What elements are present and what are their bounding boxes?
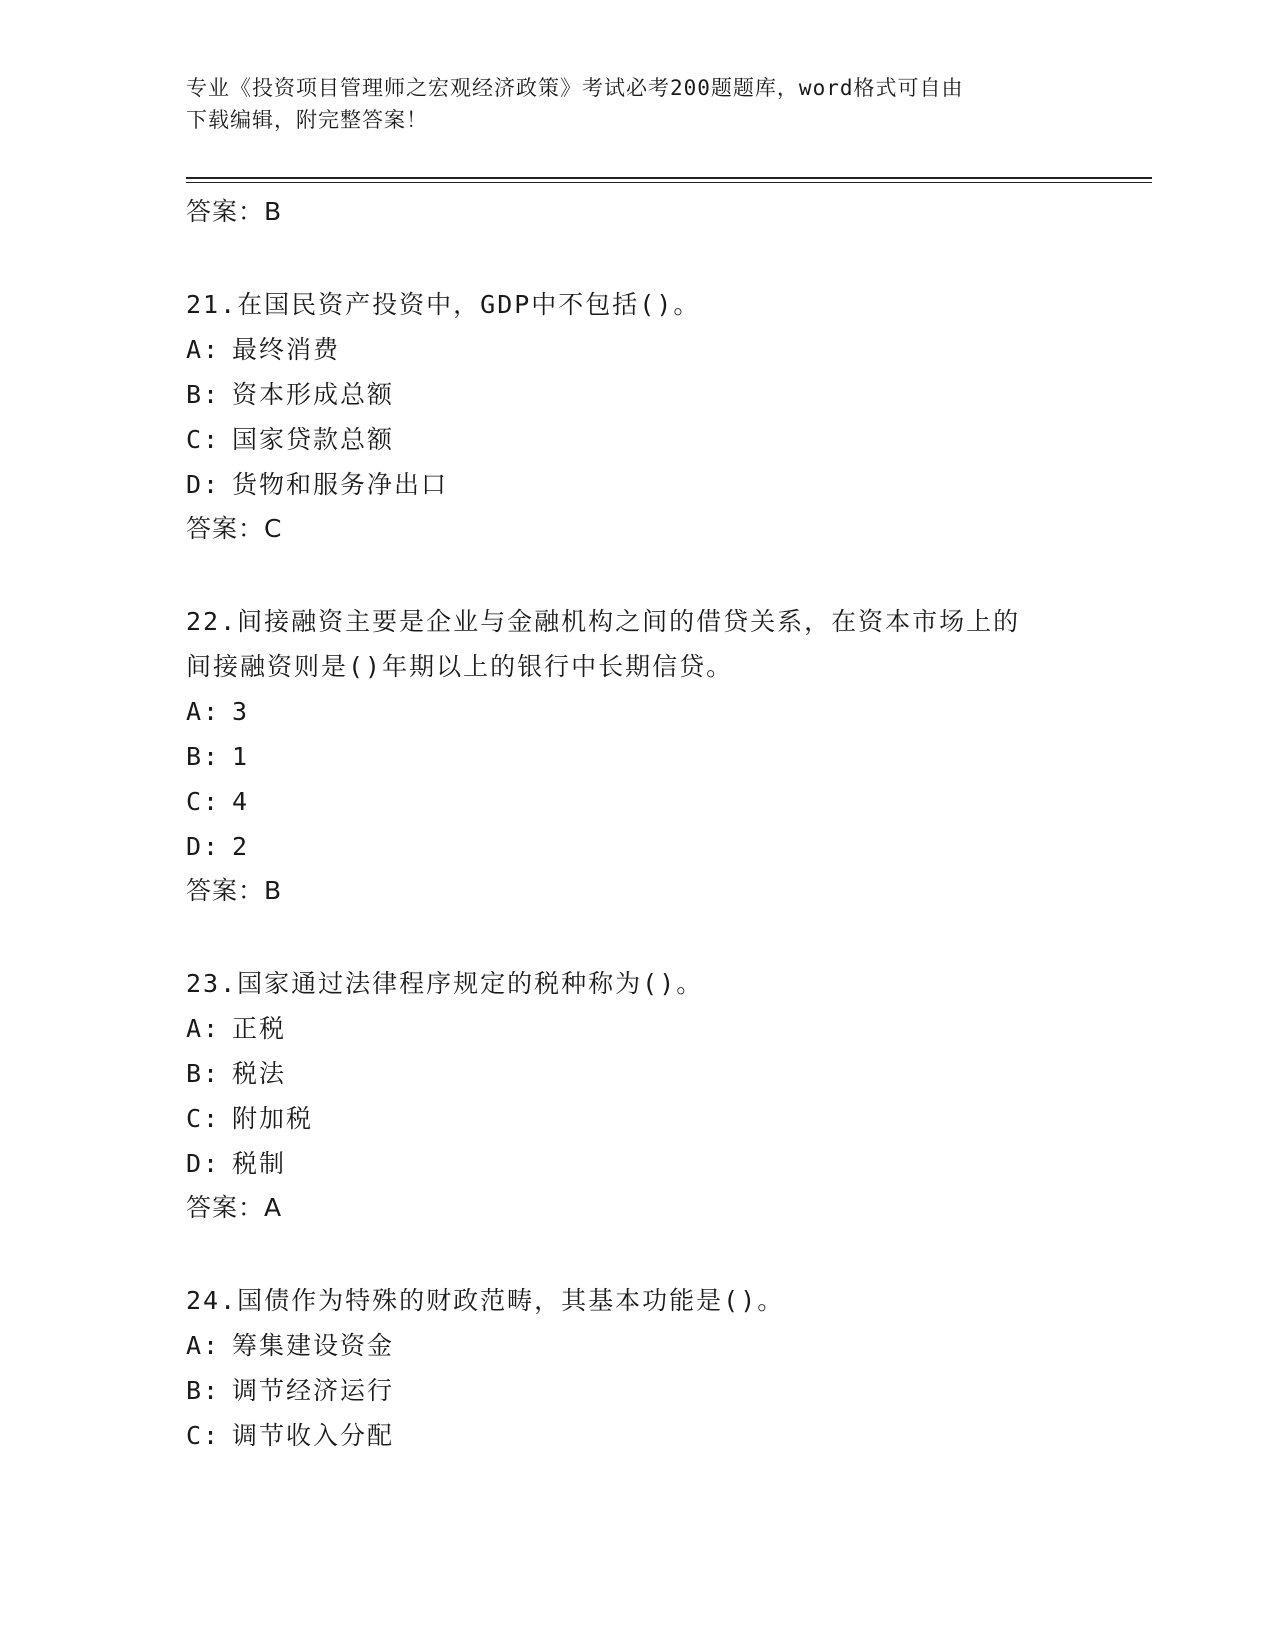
option-text: 1 bbox=[232, 742, 250, 771]
option-label: D: bbox=[186, 1149, 221, 1178]
option-label: A: bbox=[186, 335, 221, 364]
question-block-23 bbox=[186, 961, 1086, 1230]
option-a bbox=[186, 1323, 1086, 1368]
option-label: B: bbox=[186, 1059, 221, 1088]
question-line: 24.国债作为特殊的财政范畴，其基本功能是()。 bbox=[186, 1286, 785, 1315]
option-a bbox=[186, 1006, 1086, 1051]
option-text: 税制 bbox=[232, 1149, 287, 1178]
answer-line: 答案：C bbox=[186, 514, 283, 543]
header-title-line-1: 专业《投资项目管理师之宏观经济政策》考试必考200题题库，word格式可自由 bbox=[186, 76, 964, 100]
question-block-22 bbox=[186, 599, 1086, 913]
option-text: 资本形成总额 bbox=[232, 380, 395, 409]
option-text: 正税 bbox=[232, 1014, 287, 1043]
option-label: B: bbox=[186, 380, 221, 409]
option-text: 3 bbox=[232, 697, 250, 726]
option-text: 调节收入分配 bbox=[232, 1421, 395, 1450]
option-text: 附加税 bbox=[232, 1104, 314, 1133]
option-label: C: bbox=[186, 1104, 221, 1133]
option-label: D: bbox=[186, 832, 221, 861]
option-b bbox=[186, 1051, 1086, 1096]
option-d bbox=[186, 462, 1086, 507]
option-text: 2 bbox=[232, 832, 250, 861]
document-header bbox=[186, 72, 1086, 136]
option-text: 筹集建设资金 bbox=[232, 1331, 395, 1360]
question-line: 21.在国民资产投资中，GDP中不包括()。 bbox=[186, 290, 701, 319]
option-label: B: bbox=[186, 1376, 221, 1405]
option-label: C: bbox=[186, 787, 221, 816]
option-label: D: bbox=[186, 470, 221, 499]
question-block-21 bbox=[186, 282, 1086, 551]
option-c bbox=[186, 417, 1086, 462]
option-b bbox=[186, 372, 1086, 417]
header-title-line-2: 下载编辑，附完整答案！ bbox=[186, 108, 428, 132]
question-block-24 bbox=[186, 1278, 1086, 1458]
answer-line: 答案：B bbox=[186, 876, 283, 905]
option-label: A: bbox=[186, 697, 221, 726]
question-text bbox=[186, 282, 1086, 327]
option-label: A: bbox=[186, 1014, 221, 1043]
answer-line: 答案：A bbox=[186, 1193, 283, 1222]
option-label: C: bbox=[186, 425, 221, 454]
option-d bbox=[186, 1141, 1086, 1186]
option-c bbox=[186, 779, 1086, 824]
option-text: 调节经济运行 bbox=[232, 1376, 395, 1405]
question-list bbox=[186, 190, 1086, 1458]
header-divider-thin bbox=[186, 182, 1152, 183]
question-line: 间接融资则是()年期以上的银行中长期信贷。 bbox=[186, 652, 734, 681]
option-b bbox=[186, 734, 1086, 779]
option-c bbox=[186, 1413, 1086, 1458]
option-d bbox=[186, 824, 1086, 869]
question-text bbox=[186, 961, 1086, 1006]
option-text: 国家贷款总额 bbox=[232, 425, 395, 454]
option-text: 税法 bbox=[232, 1059, 287, 1088]
option-text: 4 bbox=[232, 787, 250, 816]
option-text: 最终消费 bbox=[232, 335, 341, 364]
option-label: C: bbox=[186, 1421, 221, 1450]
header-divider-thick bbox=[186, 177, 1152, 179]
option-label: B: bbox=[186, 742, 221, 771]
option-a bbox=[186, 327, 1086, 372]
option-text: 货物和服务净出口 bbox=[232, 470, 449, 499]
option-a bbox=[186, 689, 1086, 734]
previous-answer: 答案：B bbox=[186, 197, 283, 226]
option-c bbox=[186, 1096, 1086, 1141]
question-line: 22.间接融资主要是企业与金融机构之间的借贷关系，在资本市场上的 bbox=[186, 607, 1021, 636]
option-label: A: bbox=[186, 1331, 221, 1360]
option-b bbox=[186, 1368, 1086, 1413]
question-text bbox=[186, 599, 1086, 689]
question-text bbox=[186, 1278, 1086, 1323]
question-line: 23.国家通过法律程序规定的税种称为()。 bbox=[186, 969, 704, 998]
